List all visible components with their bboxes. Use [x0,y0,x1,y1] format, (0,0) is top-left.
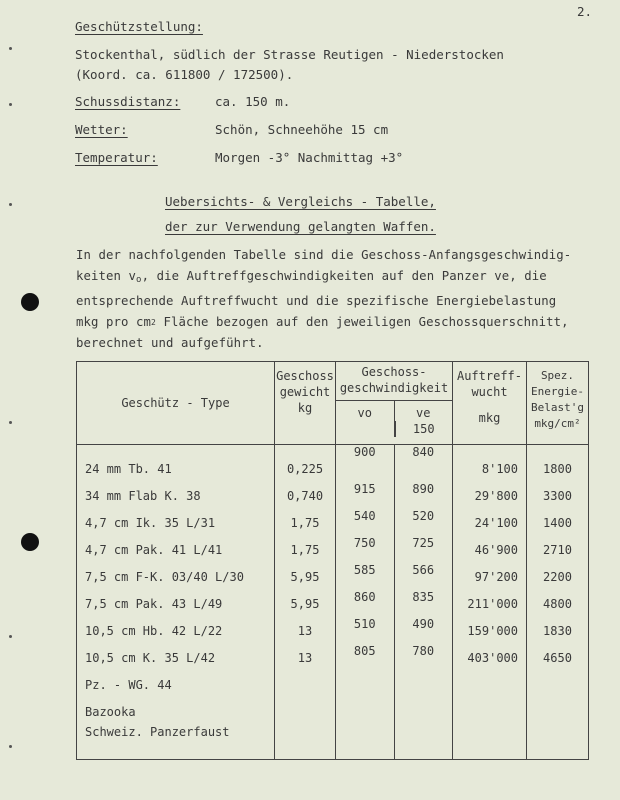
cell-weapon-name: Bazooka [77,698,275,725]
cell-v0 [336,725,394,759]
weapons-table [76,361,589,760]
cell-energy [527,671,589,698]
cell-impact: 403'000 [453,644,527,671]
cell-v0: 585 [353,563,376,577]
cell-v0 [336,671,394,698]
cell-impact: 46'900 [453,536,527,563]
cell-v0: 750 [353,536,376,550]
cell-speed [336,563,453,590]
cell-impact [453,671,527,698]
intro-line: berechnet und aufgeführt. [76,336,264,350]
section-heading: Geschützstellung: [75,19,203,34]
cell-weapon-name: 24 mm Tb. 41 [77,445,275,483]
cell-weapon-name: 7,5 cm F-K. 03/40 L/30 [77,563,275,590]
cell-weapon-name: 34 mm Flab K. 38 [77,482,275,509]
intro-paragraph [76,245,586,354]
header-energy: Spez. Energie- Belast'g mkg/cm² [527,362,589,445]
cell-speed [336,698,453,725]
cell-weight [275,671,336,698]
table-row [77,509,589,536]
cell-v0: 510 [353,617,376,631]
cell-energy: 2200 [527,563,589,590]
fact-label: Wetter: [75,122,128,137]
table-row [77,644,589,671]
cell-v0: 860 [353,590,376,604]
cell-v0: 540 [353,509,376,523]
cell-weight: 1,75 [275,536,336,563]
cell-weight: 0,225 [275,445,336,483]
cell-ve [394,725,453,759]
cell-weight [275,725,336,760]
cell-energy [527,698,589,725]
cell-energy: 1400 [527,509,589,536]
cell-energy [527,725,589,760]
table-row [77,617,589,644]
cell-ve: 840 [394,445,453,482]
cell-weapon-name: 4,7 cm Pak. 41 L/41 [77,536,275,563]
cell-weapon-name: 7,5 cm Pak. 43 L/49 [77,590,275,617]
cell-ve: 725 [394,536,453,563]
margin-dot [9,635,12,638]
cell-energy: 4800 [527,590,589,617]
header-v0: vo [357,406,372,420]
table-subtitle: der zur Verwendung gelangten Waffen. [165,219,436,234]
cell-v0 [336,698,394,725]
cell-impact: 29'800 [453,482,527,509]
header-type: Geschütz - Type [77,362,275,445]
cell-impact: 24'100 [453,509,527,536]
table-row [77,725,589,760]
cell-impact [453,698,527,725]
cell-impact [453,725,527,760]
cell-ve: 780 [394,644,453,671]
cell-v0: 805 [353,644,376,658]
table-row [77,563,589,590]
cell-ve: 520 [394,509,453,536]
cell-weapon-name: Schweiz. Panzerfaust [77,725,275,760]
table-row [77,698,589,725]
cell-weapon-name: Pz. - WG. 44 [77,671,275,698]
table-row [77,445,589,483]
punch-hole-icon [21,533,39,551]
table-row [77,671,589,698]
header-ve: ve 150 [394,401,453,437]
cell-weight: 13 [275,644,336,671]
cell-energy: 4650 [527,644,589,671]
cell-ve [394,671,453,698]
cell-speed [336,509,453,536]
table-row [77,482,589,509]
intro-line: keiten vo, die Auftreffgeschwindigkeiten auf den Panzer ve, die [76,269,547,285]
cell-ve: 890 [394,482,453,509]
fact-label: Schussdistanz: [75,94,181,109]
table-row [77,536,589,563]
cell-speed [336,617,453,644]
cell-energy: 1830 [527,617,589,644]
cell-ve: 566 [394,563,453,590]
cell-speed [336,536,453,563]
margin-dot [9,203,12,206]
fact-value: Morgen -3° Nachmittag +3° [215,150,404,165]
coordinates-line: (Koord. ca. 611800 / 172500). [75,67,294,82]
punch-hole-icon [21,293,39,311]
cell-weapon-name: 10,5 cm Hb. 42 L/22 [77,617,275,644]
cell-energy: 3300 [527,482,589,509]
cell-speed [336,590,453,617]
header-impact: Auftreff- wucht mkg [453,362,527,445]
cell-weight [275,698,336,725]
cell-speed [336,482,453,509]
cell-v0: 915 [353,482,376,496]
margin-dot [9,745,12,748]
cell-speed [336,671,453,698]
table-title: Uebersichts- & Vergleichs - Tabelle, [165,194,436,209]
cell-energy: 1800 [527,445,589,483]
fact-value: ca. 150 m. [215,94,291,109]
cell-ve: 835 [394,590,453,617]
cell-ve: 490 [394,617,453,644]
cell-energy: 2710 [527,536,589,563]
margin-dot [9,421,12,424]
header-speed: Geschoss- geschwindigkeit vo ve 150 [336,362,453,445]
table-row [77,590,589,617]
margin-dot [9,103,12,106]
cell-ve [394,698,453,725]
cell-speed [336,445,453,483]
header-weight: Geschoss gewicht kg [275,362,336,445]
page-number: 2. [577,4,593,19]
cell-weapon-name: 4,7 cm Ik. 35 L/31 [77,509,275,536]
fact-label: Temperatur: [75,150,158,165]
margin-dot [9,47,12,50]
intro-line: In der nachfolgenden Tabelle sind die Geschoss-Anfangsgeschwindig- [76,248,572,262]
cell-speed [336,644,453,671]
cell-speed [336,725,453,760]
location-line: Stockenthal, südlich der Strasse Reutigen - Niederstocken [75,47,504,62]
cell-impact: 159'000 [453,617,527,644]
cell-weight: 5,95 [275,590,336,617]
cell-impact: 8'100 [453,445,527,483]
intro-line: mkg pro $cm^2$ Fläche bezogen auf den jeweiligen Geschossquerschnitt, [76,315,569,329]
cell-v0: 900 [353,445,376,459]
intro-line: entsprechende Auftreffwucht und die spezifische Energiebelastung [76,294,557,308]
cell-weight: 0,740 [275,482,336,509]
cell-weight: 1,75 [275,509,336,536]
cell-weight: 5,95 [275,563,336,590]
fact-value: Schön, Schneehöhe 15 cm [215,122,389,137]
cell-impact: 97'200 [453,563,527,590]
cell-weapon-name: 10,5 cm K. 35 L/42 [77,644,275,671]
cell-weight: 13 [275,617,336,644]
cell-impact: 211'000 [453,590,527,617]
